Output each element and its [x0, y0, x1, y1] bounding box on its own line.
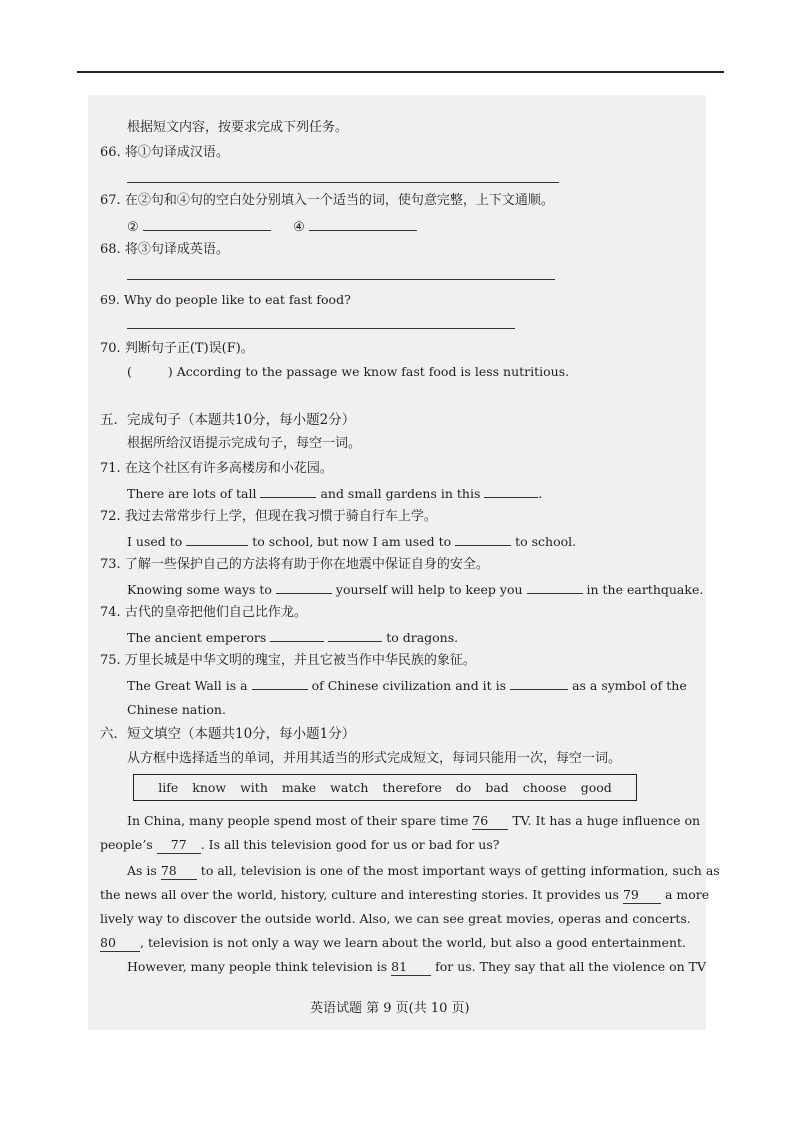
q70-statement-line — [127, 362, 569, 382]
q67-answers — [127, 216, 417, 238]
passage-text: As is — [127, 863, 157, 878]
q73-num: 73. — [100, 557, 121, 572]
q69-text: Why do people like to eat fast food? — [123, 292, 351, 307]
q75-en-cont: Chinese nation. — [127, 702, 226, 717]
word-bank-word: do — [455, 780, 472, 795]
q75-text-c: as a symbol of the — [572, 678, 687, 693]
blank-77[interactable]: 77 — [157, 837, 201, 854]
q67-blank-4[interactable] — [309, 216, 417, 231]
passage-text: to all, television is one of the most important ways of getting information, such as — [200, 863, 720, 878]
blank-79[interactable]: 79 — [623, 887, 661, 904]
q67-mark-4: ④ — [293, 220, 305, 235]
word-bank-word: life — [158, 780, 179, 795]
q68-text: 将③句译成英语。 — [124, 242, 229, 257]
q66 — [100, 143, 229, 163]
section5-title: 五．完成句子（本题共10分，每小题2分） — [100, 412, 356, 428]
word-bank-word: choose — [522, 780, 567, 795]
q71-en — [127, 483, 542, 504]
q71-num: 71. — [100, 461, 121, 476]
q71-chinese: 在这个社区有许多高楼房和小花园。 — [124, 461, 333, 476]
q74-chinese: 古代的皇帝把他们自己比作龙。 — [124, 605, 307, 620]
q72-blank-1[interactable] — [186, 531, 248, 546]
q71-blank-1[interactable] — [260, 483, 316, 498]
q75-blank-2[interactable] — [510, 675, 568, 690]
top-rule — [77, 71, 724, 73]
passage-text: , television is not only a way we learn about the world, but also a good entertainment. — [140, 935, 687, 950]
q70-text: 判断句子正(T)误(F)。 — [124, 341, 254, 356]
q75-chinese: 万里长城是中华文明的瑰宝，并且它被当作中华民族的象征。 — [124, 653, 476, 668]
word-bank-word: watch — [330, 780, 369, 795]
passage-text: for us. They say that all the violence on TV — [435, 959, 707, 974]
q75-en — [127, 675, 687, 696]
word-bank-word: know — [192, 780, 227, 795]
section6-title: 六．短文填空（本题共10分，每小题1分） — [100, 726, 356, 742]
q73-text-b: yourself will help to keep you — [335, 582, 523, 597]
q74-num: 74. — [100, 605, 121, 620]
word-bank-word: with — [240, 780, 268, 795]
passage-line-6 — [100, 933, 687, 953]
task-header: 根据短文内容，按要求完成下列任务。 — [127, 120, 349, 135]
blank-80[interactable]: 80 — [100, 935, 140, 952]
q70-paren-close: ) — [167, 364, 173, 379]
q75-text-b: of Chinese civilization and it is — [311, 678, 507, 693]
q72-num: 72. — [100, 509, 121, 524]
q67-num: 67. — [100, 193, 121, 208]
q73-en — [127, 579, 703, 600]
q72-en — [127, 531, 576, 552]
q69-num: 69. — [100, 292, 120, 307]
page-footer: 英语试题 第 9 页(共 10 页) — [310, 1001, 470, 1016]
q74-text-a: The ancient emperors — [127, 630, 267, 645]
passage-line-4 — [100, 885, 710, 905]
q73-text-c: in the earthquake. — [586, 582, 704, 597]
q74-blank-1[interactable] — [270, 627, 324, 642]
q73-blank-1[interactable] — [276, 579, 332, 594]
q68-num: 68. — [100, 242, 121, 257]
q73-cn — [100, 555, 489, 575]
q68 — [100, 240, 229, 260]
q70-num: 70. — [100, 341, 121, 356]
q71-text-a: There are lots of tall — [127, 486, 257, 501]
word-bank-word: bad — [485, 780, 509, 795]
passage-text: . Is all this television good for us or bad for us? — [200, 837, 500, 852]
q73-blank-2[interactable] — [527, 579, 583, 594]
q69 — [100, 290, 351, 310]
q67-text: 在②句和④句的空白处分别填入一个适当的词，使句意完整，上下文通顺。 — [124, 193, 554, 208]
blank-81[interactable]: 81 — [391, 959, 431, 976]
q72-chinese: 我过去常常步行上学，但现在我习惯于骑自行车上学。 — [124, 509, 437, 524]
q71-text-b: and small gardens in this — [320, 486, 481, 501]
word-bank-word: good — [580, 780, 612, 795]
blank-76[interactable]: 76 — [472, 813, 508, 830]
passage-line-7 — [127, 957, 707, 977]
q74-blank-2[interactable] — [328, 627, 382, 642]
passage-line-1 — [127, 811, 701, 831]
word-bank-word: make — [281, 780, 317, 795]
passage-text: people’s — [100, 837, 153, 852]
q75-blank-1[interactable] — [252, 675, 308, 690]
q73-chinese: 了解一些保护自己的方法将有助于你在地震中保证自身的安全。 — [124, 557, 489, 572]
q66-num: 66. — [100, 145, 121, 160]
q74-en — [127, 627, 458, 648]
q67 — [100, 191, 554, 211]
section6-instruction: 从方框中选择适当的单词，并用其适当的形式完成短文，每词只能用一次，每空一词。 — [127, 751, 622, 766]
q75-num: 75. — [100, 653, 121, 668]
passage-text: the news all over the world, history, culture and interesting stories. It provides us — [100, 887, 619, 902]
q72-text-c: to school. — [515, 534, 577, 549]
q69-answer-line — [127, 314, 515, 334]
q66-answer-line — [127, 168, 559, 188]
q75-text-a: The Great Wall is a — [127, 678, 248, 693]
section5-instruction: 根据所给汉语提示完成句子，每空一词。 — [127, 436, 362, 451]
q72-text-a: I used to — [127, 534, 183, 549]
q67-blank-2[interactable] — [143, 216, 271, 231]
passage-text: a more — [664, 887, 710, 902]
passage-line-5: lively way to discover the outside world. Also, we can see great movies, operas and concerts. — [100, 911, 691, 926]
q72-text-b: to school, but now I am used to — [252, 534, 452, 549]
passage-text: TV. It has a huge influence on — [512, 813, 701, 828]
q75-cn — [100, 651, 476, 671]
q72-blank-2[interactable] — [455, 531, 511, 546]
passage-text: In China, many people spend most of their spare time — [127, 813, 469, 828]
q68-answer-line — [127, 265, 555, 285]
q70-paren-open: ( — [127, 364, 132, 379]
q74-cn — [100, 603, 307, 623]
q74-text-b: to dragons. — [386, 630, 459, 645]
q66-answer-blank[interactable] — [127, 168, 559, 183]
word-bank-box — [133, 774, 637, 801]
q66-text: 将①句译成汉语。 — [124, 145, 229, 160]
q71-text-c: . — [538, 486, 543, 501]
passage-line-2 — [100, 835, 499, 855]
q73-text-a: Knowing some ways to — [127, 582, 272, 597]
q69-answer-blank[interactable] — [127, 314, 515, 329]
q70 — [100, 339, 254, 359]
q68-answer-blank[interactable] — [127, 265, 555, 280]
blank-78[interactable]: 78 — [161, 863, 197, 880]
word-bank-word: therefore — [382, 780, 442, 795]
q71-cn — [100, 459, 333, 479]
passage-line-3 — [127, 861, 720, 881]
passage-text: However, many people think television is — [127, 959, 388, 974]
q72-cn — [100, 507, 437, 527]
q70-statement: According to the passage we know fast food is less nutritious. — [176, 364, 570, 379]
q71-blank-2[interactable] — [484, 483, 538, 498]
q67-mark-2: ② — [127, 220, 139, 235]
